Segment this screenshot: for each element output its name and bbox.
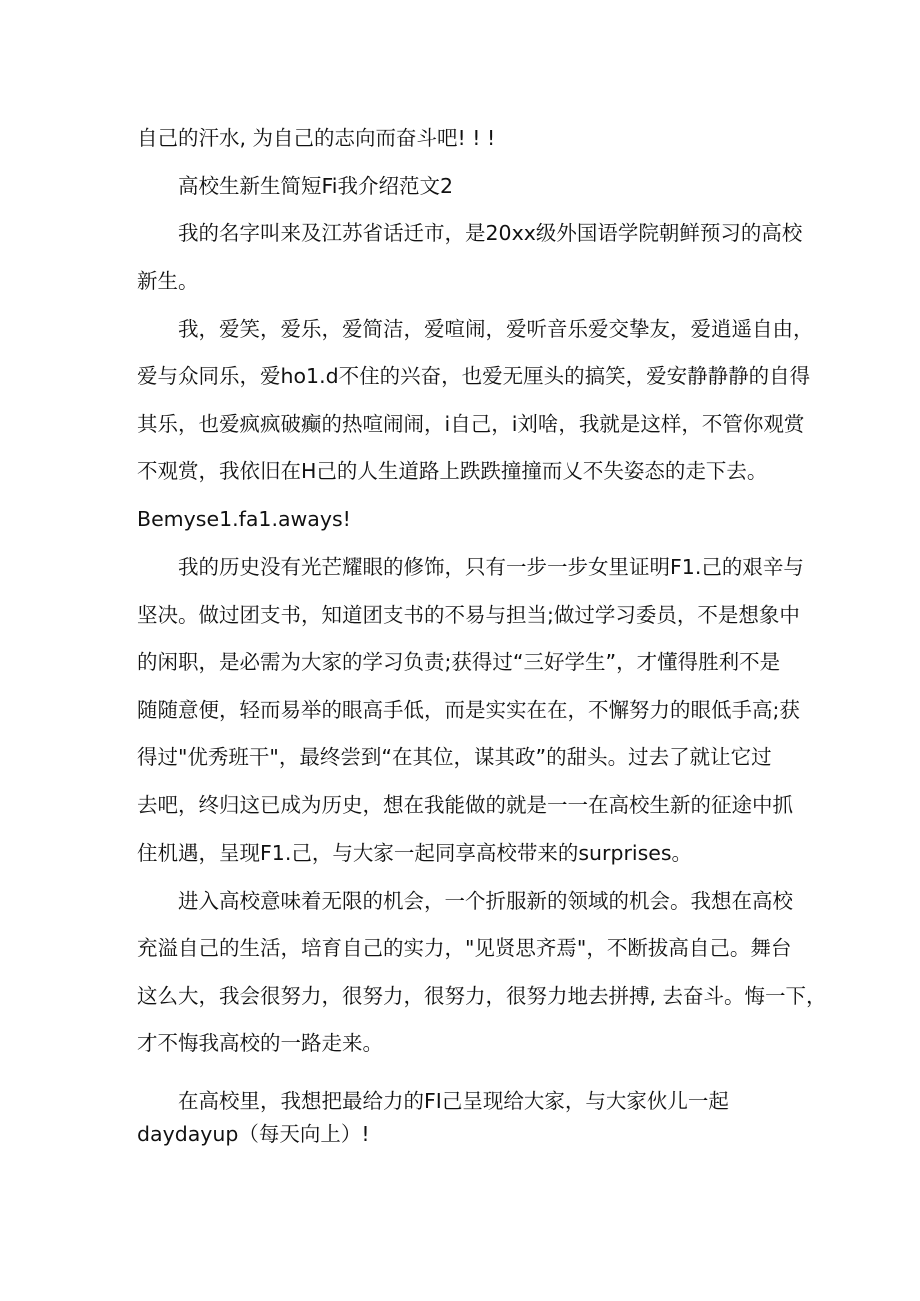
text-line-10: 我的历史没有光芒耀眼的修饰，只有一步一步女里证明F1.己的艰辛与 — [178, 555, 804, 579]
text-line-18: 充溢自己的生活，培育自己的实力，"见贤思齐焉"，不断拔高自己。舞台 — [137, 936, 792, 960]
text-line-1: 自己的汗水, 为自己的志向而奋斗吧! ! ! — [137, 126, 496, 150]
text-line-5: 我，爱笑，爱乐，爱简洁，爱喧闹，爱听音乐爱交挚友，爱逍遥自由， — [178, 317, 814, 341]
text-line-16: 住机遇，呈现F1.己，与大家一起同享高校带来的surprises。 — [137, 841, 693, 865]
text-line-22: daydayup（每天向上）! — [137, 1122, 370, 1146]
text-line-7: 其乐，也爱疯疯破癫的热喧闹闹，i自己，i刘啥，我就是这样，不管你观赏 — [137, 412, 805, 436]
text-line-21: 在高校里，我想把最给力的FI己呈现给大家，与大家伙儿一起 — [178, 1089, 729, 1113]
text-line-9: Bemyse1.fa1.aways! — [137, 507, 351, 531]
text-line-12: 的闲职，是必需为大家的学习负责;获得过“三好学生”，才懂得胜利不是 — [137, 650, 781, 674]
text-line-4: 新生。 — [137, 269, 199, 293]
text-line-14: 得过"优秀班干"，最终尝到“在其位，谋其政”的甜头。过去了就让它过 — [137, 745, 772, 769]
text-line-20: 才不悔我高校的一路走来。 — [137, 1031, 383, 1055]
section-heading: 高校生新生简短Fi我介绍范文2 — [178, 174, 454, 198]
text-line-19: 这么大，我会很努力，很努力，很努力，很努力地去拼搏, 去奋斗。悔一下， — [137, 984, 827, 1008]
text-line-15: 去吧，终归这已成为历史，想在我能做的就是一一在高校生新的征途中抓 — [137, 793, 793, 817]
text-line-13: 随随意便，轻而易举的眼高手低，而是实实在在，不懈努力的眼低手高;获 — [137, 698, 800, 722]
text-line-8: 不观赏，我依旧在H己的人生道路上跌跌撞撞而乂不失姿态的走下去。 — [137, 459, 768, 483]
text-line-17: 进入高校意味着无限的机会，一个折服新的领域的机会。我想在高校 — [178, 889, 793, 913]
text-line-11: 坚决。做过团支书，知道团支书的不易与担当;做过学习委员，不是想象中 — [137, 603, 800, 627]
text-line-3: 我的名字叫来及江苏省话迁市，是20xx级外国语学院朝鲜预习的高校 — [178, 221, 803, 245]
text-line-6: 爱与众同乐，爱ho1.d不住的兴奋，也爱无厘头的搞笑，爱安静静静的自得 — [137, 364, 811, 388]
